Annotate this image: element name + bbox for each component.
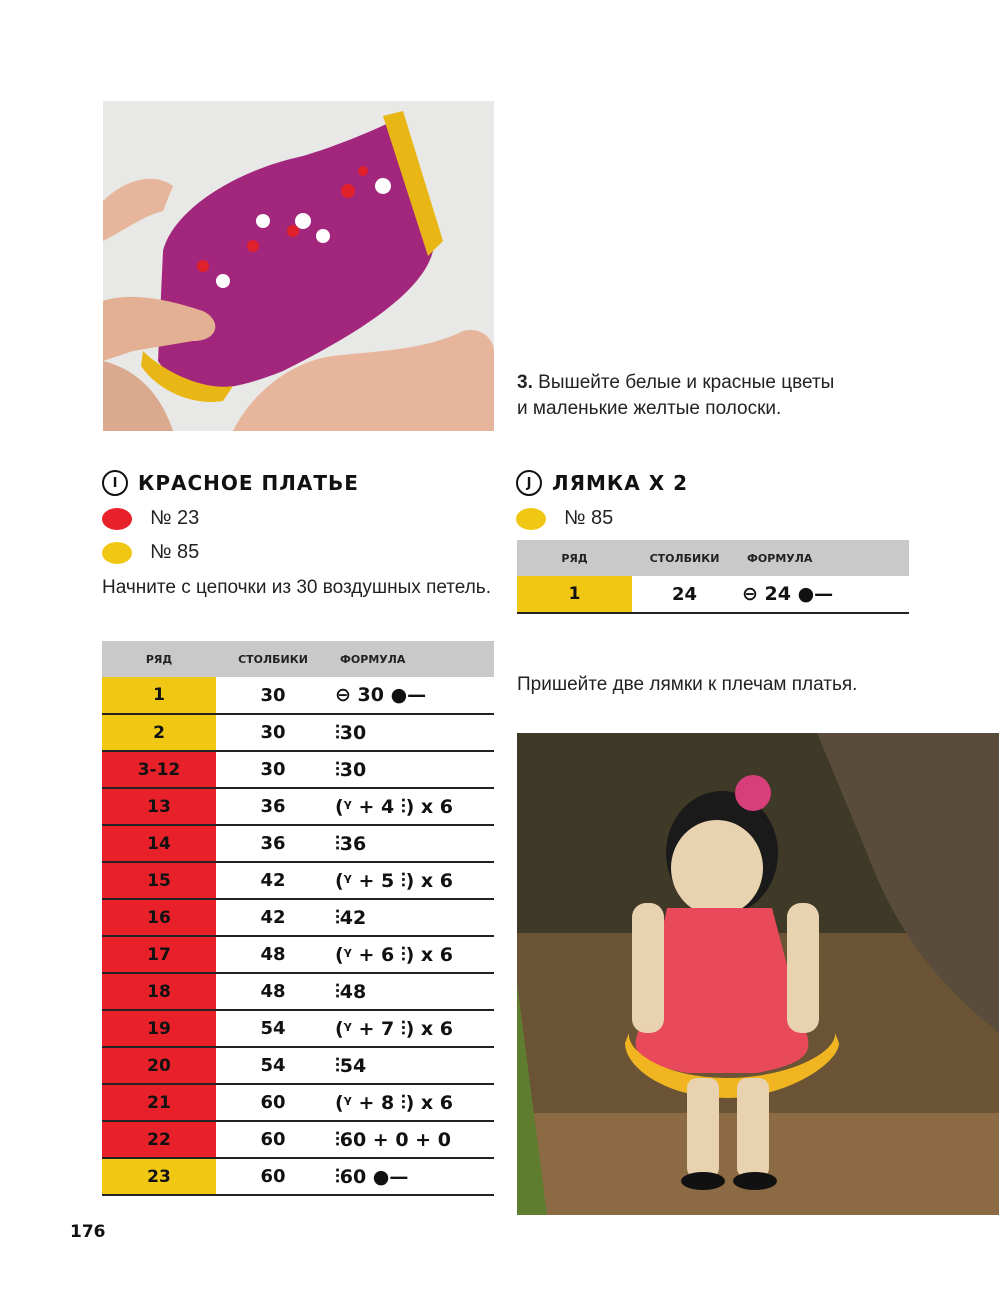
- row-number-cell: 2: [102, 714, 216, 751]
- row-number-cell: 3-12: [102, 751, 216, 788]
- col-header-formula: ФОРМУЛА: [330, 641, 494, 677]
- table-row: [102, 1158, 494, 1195]
- stitch-count-cell: 36: [216, 825, 330, 862]
- strap-pattern-table: [517, 540, 909, 614]
- stitch-count-cell: 36: [216, 788, 330, 825]
- stitch-count-cell: 30: [216, 677, 330, 714]
- section-j-title: ЛЯМКА X 2: [552, 471, 689, 495]
- table-row: [102, 1047, 494, 1084]
- page-number: 176: [70, 1222, 106, 1242]
- formula-cell: ⫶54: [330, 1047, 494, 1084]
- row-number-cell: 21: [102, 1084, 216, 1121]
- table-row: [102, 1084, 494, 1121]
- table-row: [102, 1010, 494, 1047]
- row-number-cell: 16: [102, 899, 216, 936]
- formula-cell: (ᵞ + 5 ⫶) x 6: [330, 862, 494, 899]
- yellow-swatch: [516, 508, 546, 530]
- row-number-cell: 1: [517, 576, 632, 613]
- col-header-stitches: СТОЛБИКИ: [632, 540, 737, 576]
- formula-cell: ⊖ 30 ●—: [330, 677, 494, 714]
- section-i-title: КРАСНОЕ ПЛАТЬЕ: [138, 471, 359, 495]
- table-row: [102, 751, 494, 788]
- step-line-2: и маленькие желтые полоски.: [517, 398, 782, 419]
- stitch-count-cell: 42: [216, 862, 330, 899]
- section-i-badge: I: [102, 470, 128, 496]
- formula-cell: ⫶30: [330, 714, 494, 751]
- chain-instruction: Начните с цепочки из 30 воздушных петель.: [102, 577, 491, 598]
- table-header-row: [517, 540, 909, 576]
- stitch-count-cell: 24: [632, 576, 737, 613]
- row-number-cell: 20: [102, 1047, 216, 1084]
- col-header-row: РЯД: [517, 540, 632, 576]
- table-row: [517, 576, 909, 613]
- formula-cell: ⫶48: [330, 973, 494, 1010]
- color-row-yellow-j: [516, 507, 613, 530]
- formula-cell: ⫶42: [330, 899, 494, 936]
- sew-straps-instruction: Пришейте две лямки к плечам платья.: [517, 674, 858, 695]
- stitch-count-cell: 60: [216, 1121, 330, 1158]
- row-number-cell: 15: [102, 862, 216, 899]
- stitch-count-cell: 48: [216, 936, 330, 973]
- formula-cell: (ᵞ + 4 ⫶) x 6: [330, 788, 494, 825]
- col-header-stitches: СТОЛБИКИ: [216, 641, 330, 677]
- table-header-row: [102, 641, 494, 677]
- row-number-cell: 13: [102, 788, 216, 825]
- row-number-cell: 14: [102, 825, 216, 862]
- row-number-cell: 19: [102, 1010, 216, 1047]
- dress-pattern-table: [102, 641, 494, 1196]
- formula-cell: ⊖ 24 ●—: [737, 576, 909, 613]
- embroidery-photo: [103, 101, 494, 431]
- row-number-cell: 18: [102, 973, 216, 1010]
- row-number-cell: 22: [102, 1121, 216, 1158]
- step-line-1: Вышейте белые и красные цветы: [538, 372, 835, 393]
- col-header-row: РЯД: [102, 641, 216, 677]
- stitch-count-cell: 60: [216, 1158, 330, 1195]
- stitch-count-cell: 60: [216, 1084, 330, 1121]
- row-number-cell: 23: [102, 1158, 216, 1195]
- formula-cell: (ᵞ + 6 ⫶) x 6: [330, 936, 494, 973]
- formula-cell: ⫶60 ●—: [330, 1158, 494, 1195]
- formula-cell: (ᵞ + 8 ⫶) x 6: [330, 1084, 494, 1121]
- stitch-count-cell: 42: [216, 899, 330, 936]
- table-row: [102, 825, 494, 862]
- red-swatch: [102, 508, 132, 530]
- formula-cell: (ᵞ + 7 ⫶) x 6: [330, 1010, 494, 1047]
- step-number: 3.: [517, 372, 533, 393]
- table-row: [102, 714, 494, 751]
- color-label: № 85: [564, 507, 614, 529]
- color-label: № 85: [150, 541, 200, 563]
- table-row: [102, 862, 494, 899]
- section-j-badge: J: [516, 470, 542, 496]
- step-3-instruction: [517, 370, 937, 422]
- yellow-swatch: [102, 542, 132, 564]
- color-label: № 23: [150, 507, 200, 529]
- color-row-yellow: [102, 541, 199, 564]
- formula-cell: ⫶60 + 0 + 0: [330, 1121, 494, 1158]
- row-number-cell: 17: [102, 936, 216, 973]
- stitch-count-cell: 30: [216, 751, 330, 788]
- doll-photo: [517, 733, 999, 1215]
- formula-cell: ⫶36: [330, 825, 494, 862]
- stitch-count-cell: 54: [216, 1010, 330, 1047]
- table-row: [102, 1121, 494, 1158]
- table-row: [102, 899, 494, 936]
- formula-cell: ⫶30: [330, 751, 494, 788]
- section-j-header: [516, 470, 688, 496]
- color-row-red: [102, 507, 199, 530]
- stitch-count-cell: 54: [216, 1047, 330, 1084]
- col-header-formula: ФОРМУЛА: [737, 540, 909, 576]
- table-row: [102, 936, 494, 973]
- table-row: [102, 677, 494, 714]
- row-number-cell: 1: [102, 677, 216, 714]
- table-row: [102, 788, 494, 825]
- stitch-count-cell: 48: [216, 973, 330, 1010]
- section-i-header: [102, 470, 359, 496]
- table-row: [102, 973, 494, 1010]
- stitch-count-cell: 30: [216, 714, 330, 751]
